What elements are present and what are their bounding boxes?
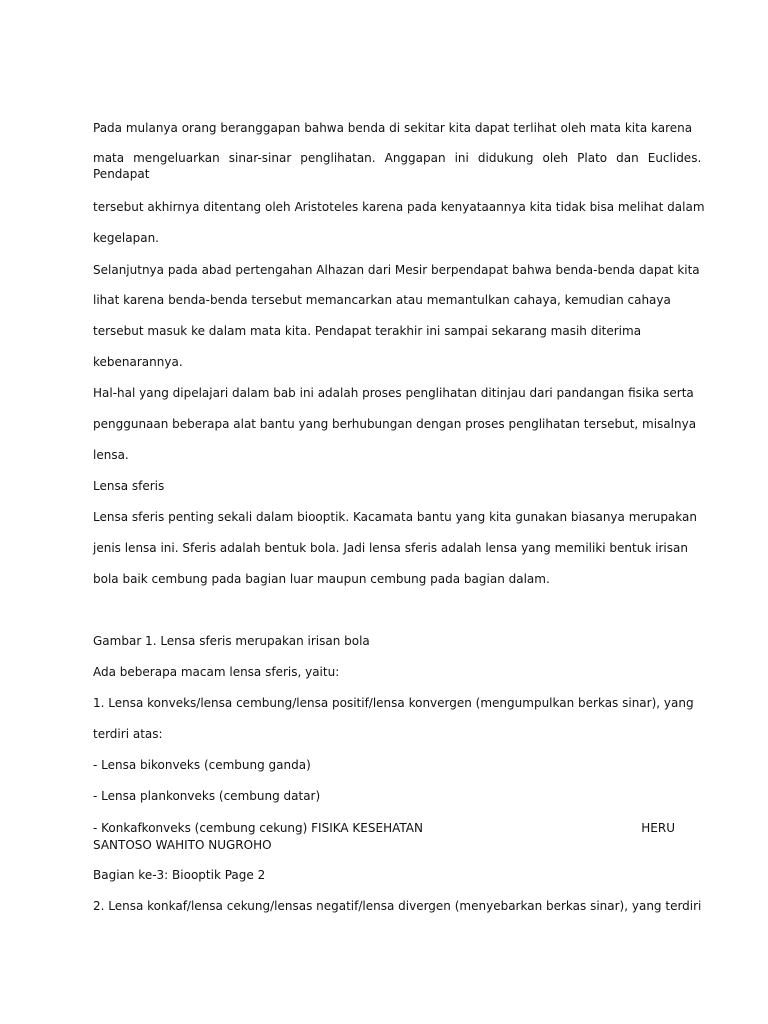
paragraph-line: Pada mulanya orang beranggapan bahwa benda di sekitar kita dapat terlihat oleh mata kita karena bbox=[93, 121, 693, 135]
paragraph-line: Pendapat bbox=[93, 167, 150, 181]
paragraph-line: kegelapan. bbox=[93, 231, 159, 245]
section-heading: Lensa sferis bbox=[93, 479, 165, 493]
paragraph-line: jenis lensa ini. Sferis adalah bentuk bola. Jadi lensa sferis adalah lensa yang memiliki bentuk irisan bbox=[93, 541, 688, 555]
list-item: 1. Lensa konveks/lensa cembung/lensa positif/lensa konvergen (mengumpulkan berkas sinar), yang bbox=[93, 696, 694, 710]
paragraph-line: penggunaan beberapa alat bantu yang berhubungan dengan proses penglihatan tersebut, misalnya bbox=[93, 417, 697, 431]
sub-list-item: - Lensa plankonveks (cembung datar) bbox=[93, 789, 321, 803]
footer-right-text: HERU bbox=[641, 821, 675, 835]
paragraph-line: bola baik cembung pada bagian luar maupun cembung pada bagian dalam. bbox=[93, 572, 550, 586]
paragraph-line: Selanjutnya pada abad pertengahan Alhazan dari Mesir berpendapat bahwa benda-benda dapat kita bbox=[93, 263, 700, 277]
paragraph-line: tersebut akhirnya ditentang oleh Aristoteles karena pada kenyataannya kita tidak bisa melihat dalam bbox=[93, 200, 705, 214]
sub-list-item: - Lensa bikonveks (cembung ganda) bbox=[93, 758, 311, 772]
paragraph-line: Hal-hal yang dipelajari dalam bab ini adalah proses penglihatan ditinjau dari pandangan fisika serta bbox=[93, 386, 694, 400]
footer-author: SANTOSO WAHITO NUGROHO bbox=[93, 838, 272, 852]
paragraph-line: tersebut masuk ke dalam mata kita. Pendapat terakhir ini sampai sekarang masih diterima bbox=[93, 324, 642, 338]
footer-row bbox=[93, 821, 675, 835]
page-label: Bagian ke-3: Biooptik Page 2 bbox=[93, 868, 266, 882]
footer-left-text: - Konkafkonveks (cembung cekung) FISIKA KESEHATAN bbox=[93, 821, 423, 835]
paragraph-line: Lensa sferis penting sekali dalam biooptik. Kacamata bantu yang kita gunakan biasanya merupakan bbox=[93, 510, 697, 524]
paragraph-line-justified bbox=[93, 151, 702, 165]
list-item: 2. Lensa konkaf/lensa cekung/lensas negatif/lensa divergen (menyebarkan berkas sinar), yang terdiri bbox=[93, 899, 702, 913]
figure-caption: Gambar 1. Lensa sferis merupakan irisan bola bbox=[93, 634, 370, 648]
list-item-continuation: terdiri atas: bbox=[93, 727, 163, 741]
paragraph-line: kebenarannya. bbox=[93, 355, 183, 369]
paragraph-line: lensa. bbox=[93, 448, 129, 462]
paragraph-line: Ada beberapa macam lensa sferis, yaitu: bbox=[93, 665, 340, 679]
justified-text: mata mengeluarkan sinar-sinar penglihatan. Anggapan ini didukung oleh Plato dan Euclides. bbox=[93, 151, 702, 165]
paragraph-line: lihat karena benda-benda tersebut memancarkan atau memantulkan cahaya, kemudian cahaya bbox=[93, 293, 671, 307]
